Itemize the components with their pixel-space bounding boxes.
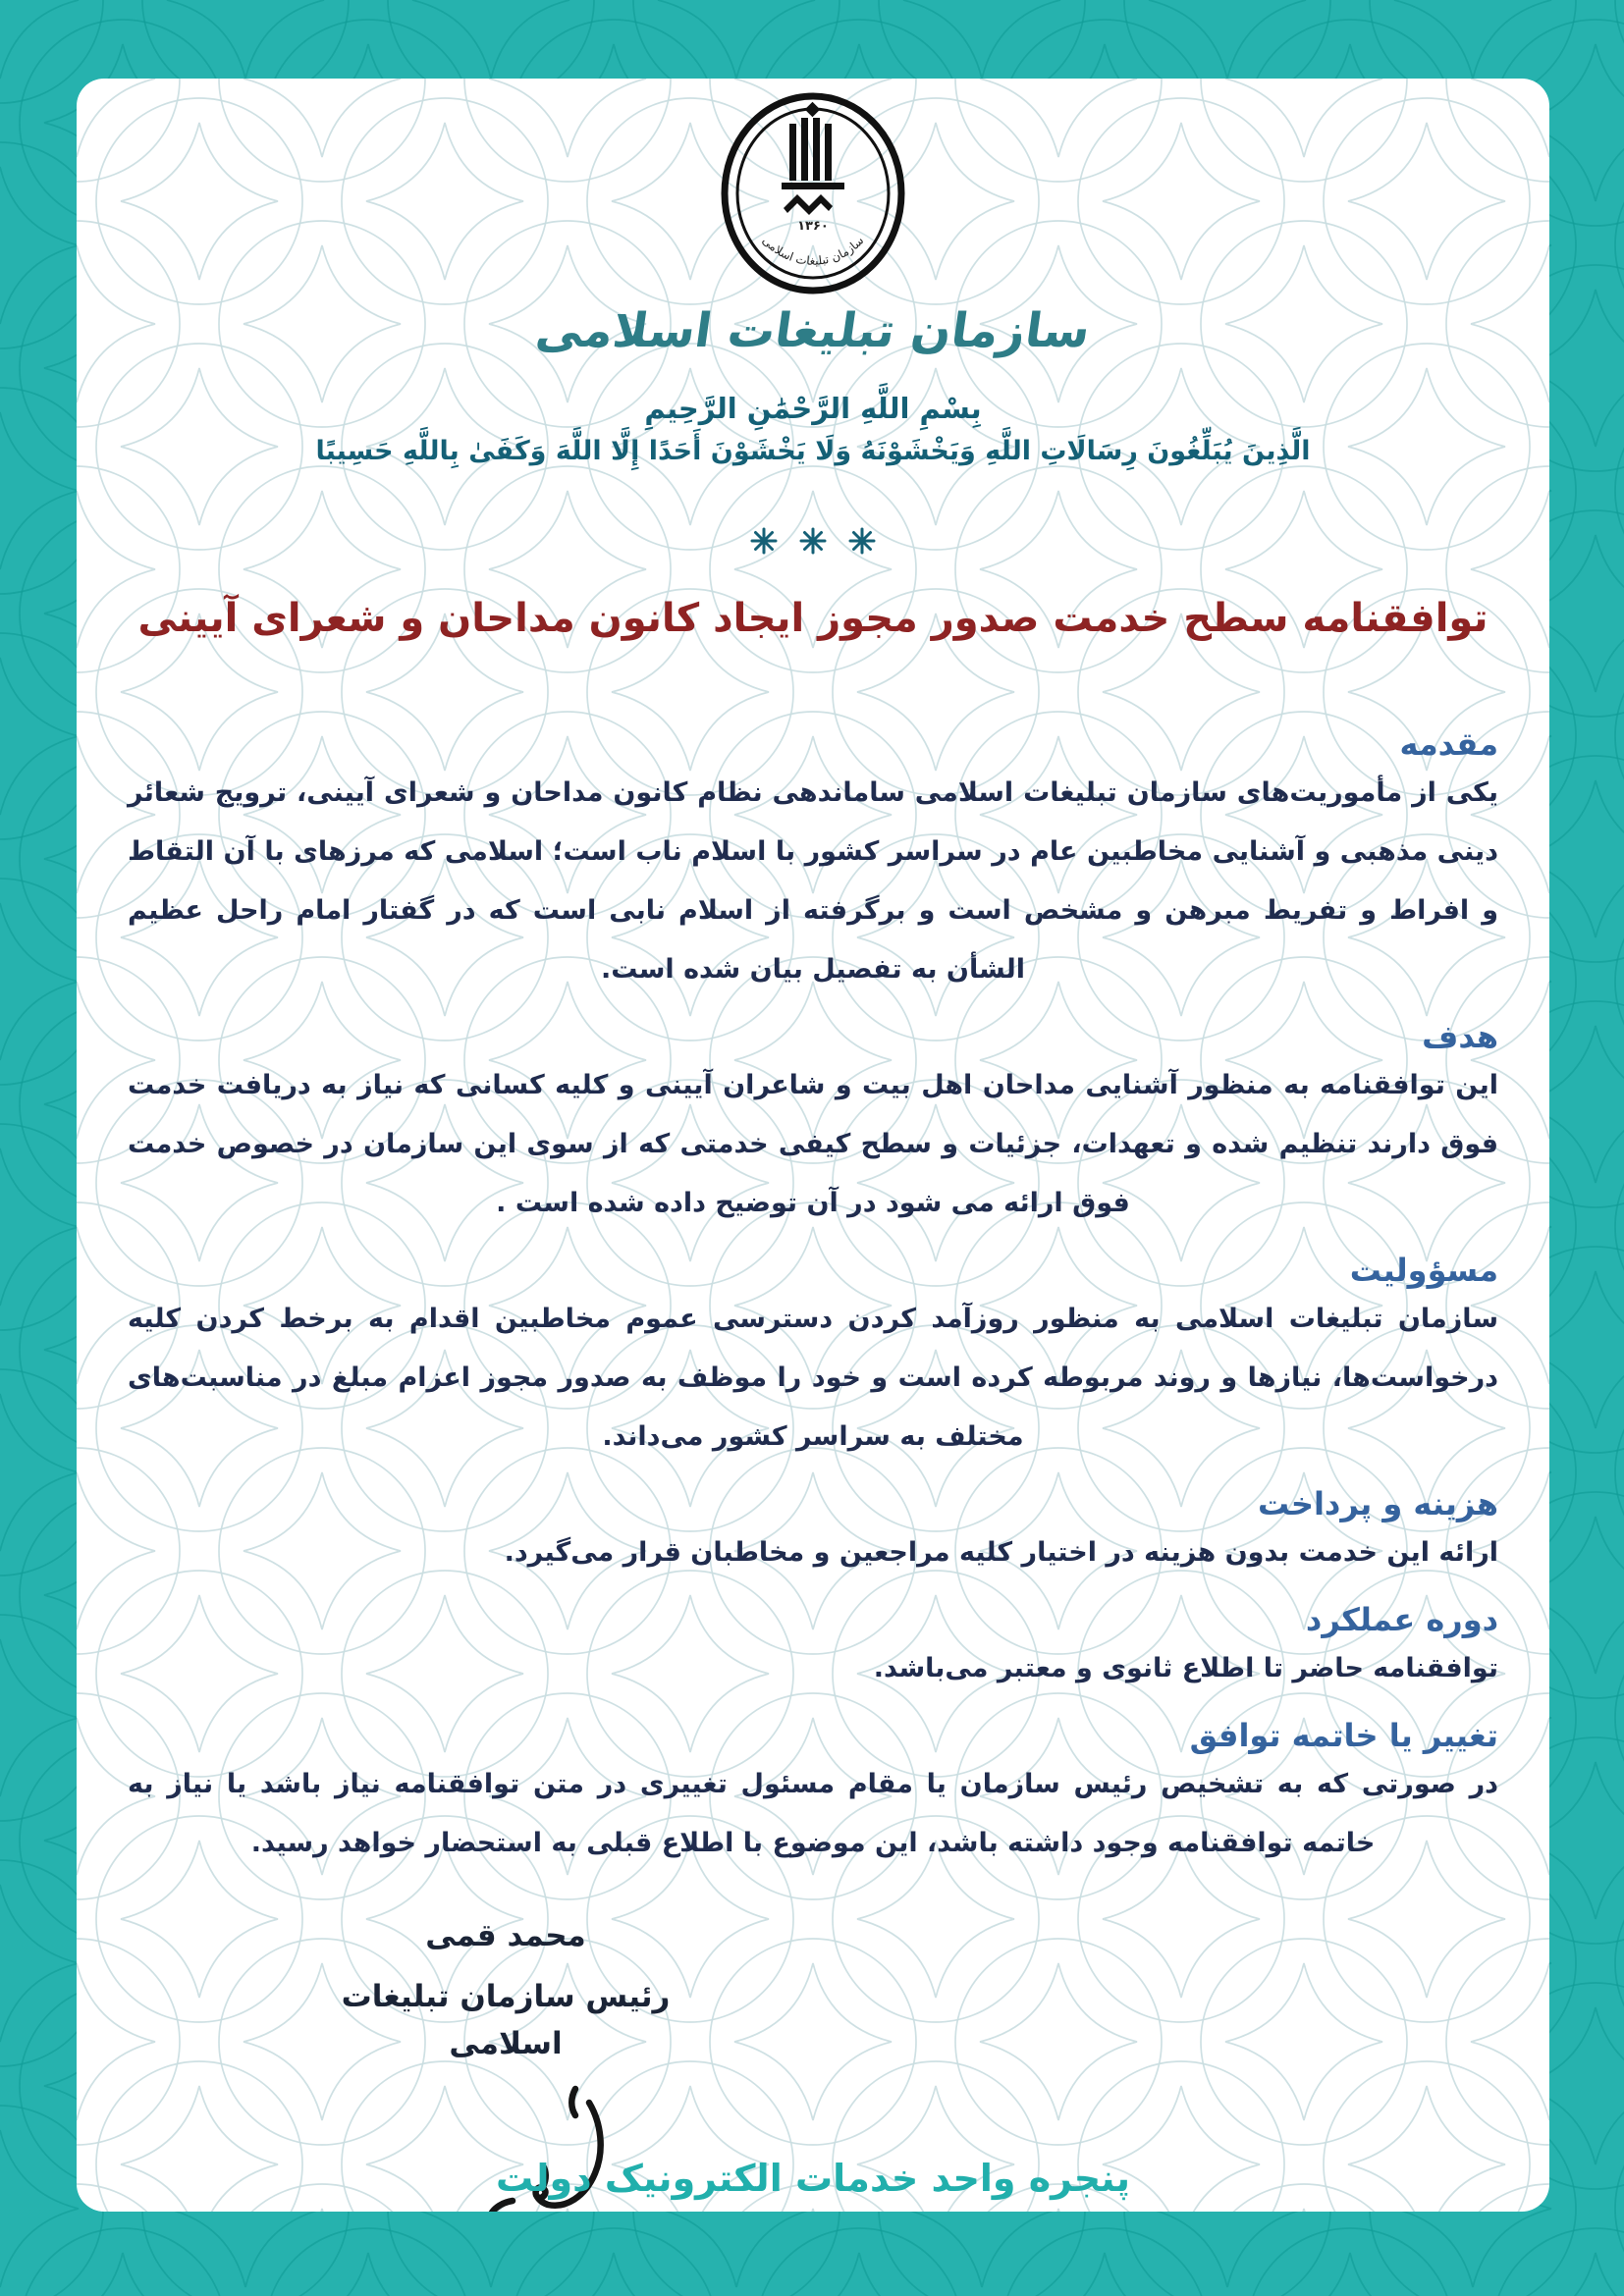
section-change-termination-body: در صورتی که به تشخیص رئیس سازمان یا مقام مسئول تغییری در متن توافقنامه نیاز باشد یا نیاز به خاتمه توافقنامه وجود داشته باشد، این موضوع با اطلاع قبلی به استحضار خواهد رسید. [128, 1769, 1498, 1858]
section-cost-payment-heading: هزینه و پرداخت [1258, 1485, 1498, 1522]
ornament-stars [128, 524, 1498, 558]
document-content [77, 79, 1549, 2212]
section-change-termination [128, 1716, 1498, 1873]
section-cost-payment-body: ارائه این خدمت بدون هزینه در اختیار کلیه مراجعین و مخاطبان قرار می‌گیرد. [504, 1537, 1498, 1568]
quran-verse: الَّذِينَ يُبَلِّغُونَ رِسَالَاتِ اللَّهِ وَيَخْشَوْنَهُ وَلَا يَخْشَوْنَ أَحَدًا إِلَّا اللَّهَ وَكَفَىٰ بِاللَّهِ حَسِيبًا [315, 436, 1311, 466]
sections [128, 724, 1498, 1873]
signatory-role: رئیس سازمان تبلیغات اسلامی [341, 1979, 671, 2061]
org-calligraphy: سازمان تبلیغات اسلامی [532, 303, 1094, 358]
section-goal [128, 1017, 1498, 1233]
section-performance-period-heading: دوره عملکرد [1305, 1601, 1498, 1638]
section-performance-period [128, 1600, 1498, 1698]
org-logo [128, 92, 1498, 298]
section-intro [128, 724, 1498, 999]
section-responsibility-heading: مسؤولیت [1349, 1252, 1498, 1289]
section-change-termination-heading: تغییر یا خاتمه توافق [1189, 1717, 1498, 1754]
section-intro-heading: مقدمه [1399, 725, 1498, 763]
section-intro-body: یکی از مأموریت‌های سازمان تبلیغات اسلامی ساماندهی نظام کانون مداحان و شعرای آیینی، ترویج شعائر دینی مذهبی و آشنایی مخاطبین عام در سراسر کشور با اسلام ناب است؛ اسلامی که مرزهای با آن التقاط و افراط و تفریط مبرهن و مشخص است و برگرفته از اسلام نابی است که در گفتار امام راحل عظیم الشأن به تفصیل بیان شده است. [128, 777, 1498, 985]
section-responsibility-body: سازمان تبلیغات اسلامی به منظور روزآمد کردن دسترسی عموم مخاطبین اقدام به برخط کردن کلیه درخواست‌ها، نیازها و روند مربوطه کرده است و خود را موظف به صدور مجوز اعزام مبلغ در مناسبت‌های مختلف به سراسر کشور می‌داند. [128, 1304, 1498, 1452]
document-card [77, 79, 1549, 2212]
section-responsibility [128, 1251, 1498, 1467]
section-performance-period-body: توافقنامه حاضر تا اطلاع ثانوی و معتبر می‌باشد. [873, 1653, 1498, 1683]
section-goal-body: این توافقنامه به منظور آشنایی مداحان اهل بیت و شاعران آیینی و کلیه کسانی که نیاز به دریافت خدمت فوق دارند تنظیم شده و تعهدات، جزئیات و سطح کیفی خدمتی که از سوی این سازمان در خصوص خدمت فوق ارائه می شود در آن توضیح داده شده است . [128, 1070, 1498, 1218]
document-title: توافقنامه سطح خدمت صدور مجوز ایجاد کانون مداحان و شعرای آیینی [137, 596, 1489, 641]
kufic-allah-icon [782, 102, 844, 215]
emblem-year: ۱۳۶۰ [797, 219, 829, 234]
ornament-stars-icon [739, 524, 887, 558]
svg-text:سازمان تبلیغات اسلامی [760, 234, 867, 268]
org-emblem-icon [719, 92, 907, 294]
section-goal-heading: هدف [1422, 1018, 1498, 1055]
signatory-name: محمد قمی [425, 1918, 586, 1953]
bismillah-text: بِسْمِ اللَّهِ الرَّحْمَٰنِ الرَّحِيمِ [644, 392, 982, 425]
section-cost-payment [128, 1484, 1498, 1582]
emblem-org-name: سازمان تبلیغات اسلامی [759, 233, 867, 268]
footer-label: پنجره واحد خدمات الکترونیک دولت [496, 2157, 1130, 2200]
